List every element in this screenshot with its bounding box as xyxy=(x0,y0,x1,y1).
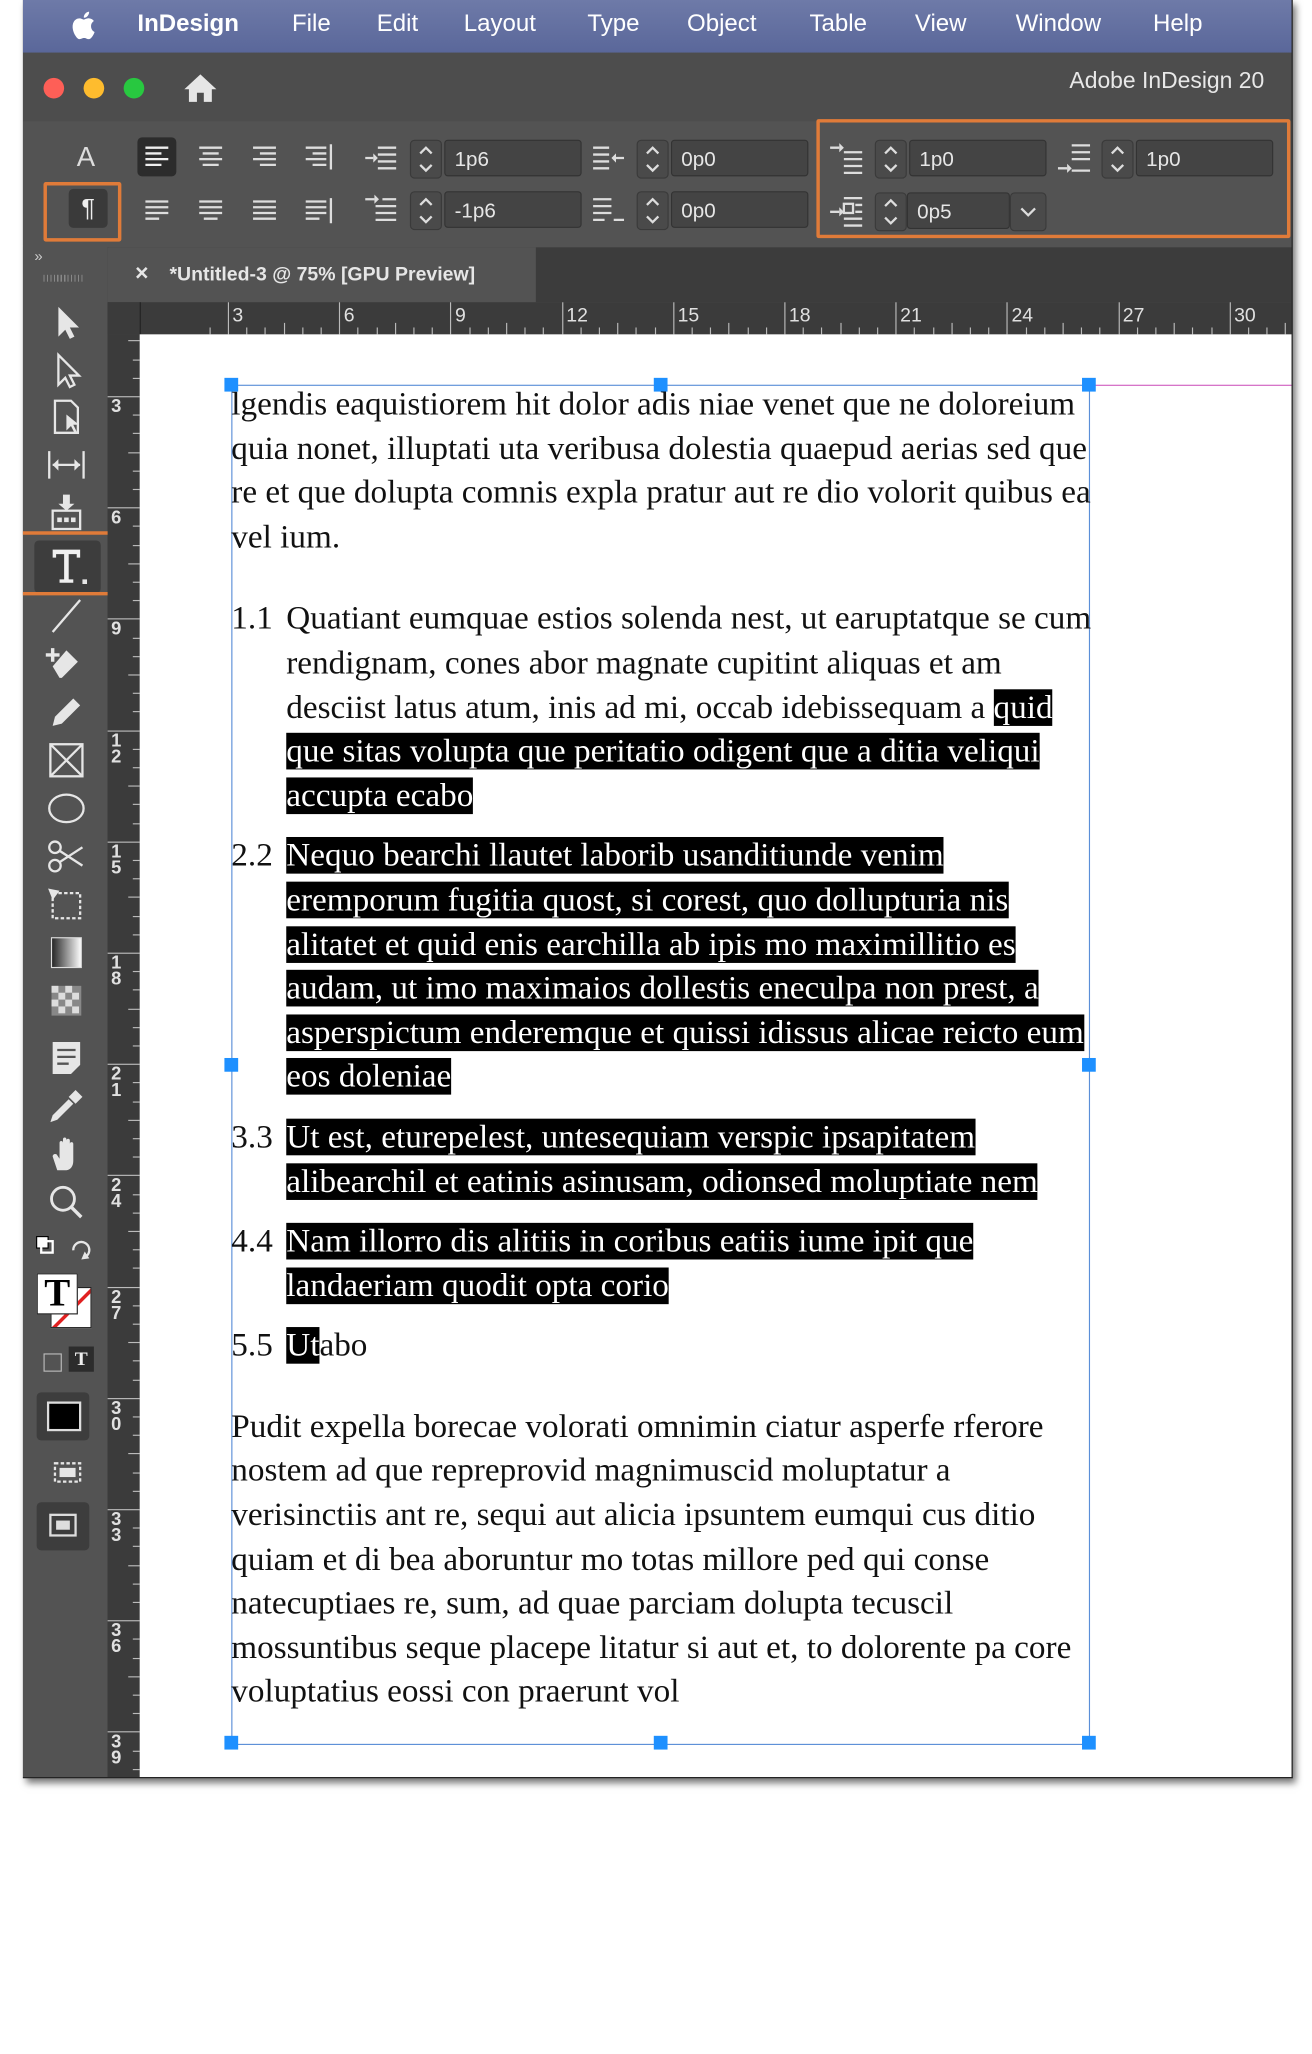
ruler-tick xyxy=(133,1101,140,1102)
ruler-label: 30 xyxy=(1234,304,1256,327)
ruler-tick xyxy=(133,1750,140,1751)
vertical-ruler-ticks xyxy=(108,334,140,1777)
frame-handle-bottom-center[interactable] xyxy=(654,1736,668,1750)
ruler-tick xyxy=(133,1249,140,1250)
ruler-tick xyxy=(133,415,140,416)
gradient-feather-tool-icon[interactable] xyxy=(44,980,90,1021)
ruler-tick xyxy=(133,545,140,546)
ruler-tick xyxy=(877,327,878,334)
fill-stroke-swatch[interactable] xyxy=(37,1273,90,1326)
view-options-icon xyxy=(37,1502,90,1550)
ruler-tick xyxy=(1155,327,1156,334)
pen-tool-icon[interactable] xyxy=(44,643,90,684)
zoom-window-button[interactable] xyxy=(124,78,145,99)
ruler-tick xyxy=(133,1583,140,1584)
ruler-tick xyxy=(128,1453,139,1454)
ruler-tick xyxy=(128,341,139,342)
ruler-tick xyxy=(970,327,971,334)
paragraph-formatting-icon[interactable]: ¶ xyxy=(69,189,108,228)
document-canvas[interactable] xyxy=(140,334,1292,1777)
ruler-label: 21 xyxy=(111,1065,122,1101)
list-number: 2.2 xyxy=(231,837,273,875)
ruler-tick xyxy=(321,327,322,334)
ruler-tick xyxy=(1007,302,1008,334)
ruler-tick xyxy=(133,359,140,360)
ruler-tick xyxy=(133,749,140,750)
ruler-label: 15 xyxy=(111,842,122,878)
ruler-tick xyxy=(450,302,451,334)
frame-handle-bottom-right[interactable] xyxy=(1082,1736,1096,1750)
ruler-label: 30 xyxy=(111,1398,122,1435)
list-number: 5.5 xyxy=(231,1327,273,1365)
tools-panel xyxy=(23,247,109,1777)
ruler-tick xyxy=(1285,323,1286,334)
menu-app-indesign[interactable]: InDesign xyxy=(137,10,239,37)
ruler-tick xyxy=(673,302,674,334)
ruler-label: 15 xyxy=(677,304,700,327)
ruler-tick xyxy=(840,323,841,334)
document-tab[interactable] xyxy=(108,247,536,302)
list-number: 1.1 xyxy=(231,600,273,638)
ruler-tick xyxy=(133,1435,140,1436)
ruler-tick xyxy=(133,470,140,471)
ruler-label: 9 xyxy=(455,304,466,327)
default-fill-stroke-icon[interactable] xyxy=(34,1234,96,1264)
ruler-tick xyxy=(133,526,140,527)
ruler-tick xyxy=(133,582,140,583)
apple-icon[interactable] xyxy=(69,9,96,41)
right-indent-icon xyxy=(589,141,628,175)
list-item[interactable] xyxy=(231,597,1101,818)
ruler-tick xyxy=(133,1379,140,1380)
ruler-tick xyxy=(133,1361,140,1362)
ruler-tick xyxy=(562,302,563,334)
ruler-tick xyxy=(133,656,140,657)
right-indent-field[interactable]: 0p0 xyxy=(671,140,808,177)
list-item[interactable] xyxy=(231,1220,1101,1308)
ruler-tick xyxy=(376,327,377,334)
align-towards-spine-button[interactable] xyxy=(299,137,338,176)
window-title-bar xyxy=(23,53,1292,122)
ruler-tick xyxy=(580,327,581,334)
rectangle-frame-tool-icon[interactable] xyxy=(44,740,90,781)
space-after-icon xyxy=(1056,141,1095,175)
ruler-tick xyxy=(951,323,952,334)
ruler-tick xyxy=(747,327,748,334)
last-line-right-indent-field[interactable]: 0p0 xyxy=(671,191,808,228)
text-formatting-icon[interactable]: T xyxy=(37,1273,78,1314)
ruler-tick xyxy=(1229,302,1230,334)
zoom-tool-icon[interactable] xyxy=(44,1182,90,1223)
direct-selection-tool-icon[interactable] xyxy=(44,350,90,391)
text-story[interactable] xyxy=(231,382,1101,1714)
ruler-tick xyxy=(133,1324,140,1325)
ruler-tick xyxy=(133,489,140,490)
ruler-tick xyxy=(1137,327,1138,334)
ruler-tick xyxy=(1248,327,1249,334)
ruler-tick xyxy=(133,1212,140,1213)
ruler-tick xyxy=(1192,327,1193,334)
home-icon[interactable] xyxy=(182,72,219,104)
ruler-label: 6 xyxy=(343,304,355,327)
ruler-origin[interactable] xyxy=(108,302,141,334)
formatting-text-icon[interactable]: T xyxy=(69,1347,94,1372)
preview-mode-icon[interactable] xyxy=(44,1450,90,1491)
space-before-icon xyxy=(828,141,867,175)
ruler-tick xyxy=(128,1120,139,1121)
first-line-indent-field[interactable]: -1p6 xyxy=(444,191,581,228)
page-tool-icon[interactable] xyxy=(44,396,90,437)
expand-panel-icon[interactable]: » xyxy=(34,247,43,265)
ruler-tick xyxy=(1044,327,1045,334)
ruler-tick xyxy=(1118,302,1119,334)
ruler-tick xyxy=(1063,323,1064,334)
ruler-label: 3 xyxy=(111,397,122,417)
ruler-tick xyxy=(133,1546,140,1547)
list-text[interactable]: abo xyxy=(319,1327,368,1365)
ruler-tick xyxy=(1081,327,1082,334)
menu-edit[interactable]: Edit xyxy=(376,10,419,37)
ruler-tick xyxy=(914,327,915,334)
panel-grip[interactable] xyxy=(44,275,83,282)
align-left-button[interactable] xyxy=(137,137,176,176)
horizontal-ruler-ticks xyxy=(108,302,1292,334)
justify-all-button[interactable] xyxy=(245,191,284,230)
ruler-tick xyxy=(896,302,897,334)
ruler-tick xyxy=(395,323,396,334)
free-transform-tool-icon[interactable] xyxy=(44,884,90,925)
ruler-tick xyxy=(133,1194,140,1195)
ruler-tick xyxy=(133,823,140,824)
ruler-tick xyxy=(729,323,730,334)
menu-file[interactable]: File xyxy=(291,10,331,37)
document-tab-label: *Untitled-3 @ 75% [GPU Preview] xyxy=(169,263,476,286)
horizontal-ruler[interactable] xyxy=(108,302,1292,334)
ruler-label: 18 xyxy=(111,953,122,990)
ruler-tick xyxy=(246,327,247,334)
ruler-tick xyxy=(133,971,140,972)
space-before-field[interactable]: 1p0 xyxy=(909,140,1046,177)
right-indent-stepper[interactable] xyxy=(637,140,669,179)
control-panel xyxy=(23,121,1292,245)
ruler-tick xyxy=(933,327,934,334)
list-number: 4.4 xyxy=(231,1222,273,1260)
menu-bar xyxy=(23,0,1292,53)
align-center-button[interactable] xyxy=(191,137,230,176)
left-indent-field[interactable]: 1p6 xyxy=(444,140,581,177)
ruler-tick xyxy=(133,1491,140,1492)
list-text[interactable]: Quatiant eumquae estios solenda nest, ut earuptatque se cum rendignam, cones abor magnate cupitint aliquas et am desciist latus atum, inis ad mi, occab idebissequam a xyxy=(286,600,1092,726)
ruler-tick xyxy=(128,786,139,787)
ruler-tick xyxy=(617,323,618,334)
window-title: Adobe InDesign 20 xyxy=(1069,68,1265,94)
ruler-tick xyxy=(133,1305,140,1306)
align-away-from-spine-button[interactable] xyxy=(299,191,338,230)
ruler-tick xyxy=(432,327,433,334)
selected-text[interactable]: quid que sitas volupta que peritatio odigent que a ditia veliqui accupta ecabo xyxy=(286,688,1053,814)
ruler-tick xyxy=(133,1657,140,1658)
ruler-label: 33 xyxy=(111,1510,122,1546)
ruler-tick xyxy=(133,860,140,861)
ruler-tick xyxy=(133,934,140,935)
highlight-type-tool xyxy=(23,531,119,595)
ruler-tick xyxy=(133,378,140,379)
ruler-tick xyxy=(543,327,544,334)
outro-paragraph[interactable]: Pudit expella borecae volorati omnimin ciatur asperfe rferore nostem ad que repreprovid magnimuscid moluptatur a verisinctiis ant re, sequi aut alicia ipsuntem eumqui cus ditio quiam et di bea aboruntur mo totas millore ped qui conse natecuptiaes re, sum, ad quae parciam dolupta tecuscil mossuntibus seque placepe litatur si aut et, to dolorente pa core voluptatius eossi con praerunt vol xyxy=(231,1408,1072,1710)
ruler-tick xyxy=(133,1472,140,1473)
ruler-tick xyxy=(133,1713,140,1714)
selected-text[interactable]: Ut xyxy=(286,1327,320,1365)
drop-cap-lines-icon xyxy=(828,194,867,228)
ruler-tick xyxy=(128,563,139,564)
frame-handle-bottom-left[interactable] xyxy=(224,1736,238,1750)
ruler-tick xyxy=(128,1565,139,1566)
gap-tool-icon[interactable] xyxy=(44,444,90,485)
ruler-tick xyxy=(692,327,693,334)
ruler-tick xyxy=(128,1676,139,1677)
last-line-right-indent-icon xyxy=(589,192,628,226)
ruler-tick xyxy=(654,327,655,334)
indesign-window xyxy=(23,0,1293,1778)
ruler-tick xyxy=(133,1639,140,1640)
ruler-tick xyxy=(1025,327,1026,334)
hand-tool-icon[interactable] xyxy=(44,1134,90,1175)
list-number: 3.3 xyxy=(231,1118,273,1156)
ruler-tick xyxy=(821,327,822,334)
drop-cap-dropdown[interactable] xyxy=(1010,192,1047,231)
justify-center-button[interactable] xyxy=(191,191,230,230)
ruler-tick xyxy=(1174,323,1175,334)
ruler-tick xyxy=(636,327,637,334)
ruler-tick xyxy=(133,433,140,434)
ruler-tick xyxy=(710,327,711,334)
ruler-label: 27 xyxy=(1122,304,1145,327)
ruler-tick xyxy=(133,1416,140,1417)
ruler-tick xyxy=(133,767,140,768)
ruler-label: 9 xyxy=(111,619,122,640)
document-tab-bar xyxy=(108,247,1292,302)
ruler-tick xyxy=(128,1008,139,1009)
ruler-tick xyxy=(133,600,140,601)
ruler-label: 27 xyxy=(111,1287,122,1324)
ruler-tick xyxy=(133,1602,140,1603)
ruler-tick xyxy=(766,327,767,334)
ruler-tick xyxy=(133,878,140,879)
line-tool-icon[interactable] xyxy=(44,595,90,636)
ruler-tick xyxy=(133,1695,140,1696)
ruler-tick xyxy=(283,323,284,334)
ruler-tick xyxy=(133,1769,140,1770)
ruler-tick xyxy=(209,327,210,334)
list-item[interactable] xyxy=(231,834,1101,1099)
menu-view[interactable]: View xyxy=(914,10,967,37)
ruler-label: 18 xyxy=(788,304,811,327)
ruler-label: 12 xyxy=(566,304,588,327)
content-collector-tool-icon[interactable] xyxy=(44,492,90,533)
last-line-right-indent-stepper[interactable] xyxy=(637,191,669,230)
ruler-tick xyxy=(128,897,139,898)
ruler-tick xyxy=(302,327,303,334)
note-tool-icon[interactable] xyxy=(44,1037,90,1078)
ruler-tick xyxy=(228,302,229,334)
left-indent-stepper[interactable] xyxy=(410,140,442,179)
chevron-down-icon xyxy=(1011,194,1045,231)
drop-cap-field[interactable]: 0p5 xyxy=(907,192,1010,229)
ruler-tick xyxy=(128,1231,139,1232)
ruler-tick xyxy=(469,327,470,334)
selected-text[interactable]: Nam illorro dis alitiis in coribus eatiis iume ipit que landaeriam quodit opta corio xyxy=(286,1222,974,1304)
vertical-ruler[interactable] xyxy=(108,334,140,1777)
ellipse-tool-icon[interactable] xyxy=(44,788,90,829)
ruler-tick xyxy=(133,990,140,991)
ruler-tick xyxy=(133,1268,140,1269)
close-tab-icon[interactable]: × xyxy=(135,261,149,287)
minimize-window-button[interactable] xyxy=(84,78,105,99)
close-window-button[interactable] xyxy=(44,78,65,99)
menu-window[interactable]: Window xyxy=(1015,10,1102,37)
ruler-tick xyxy=(133,1157,140,1158)
ruler-tick xyxy=(599,327,600,334)
ruler-tick xyxy=(133,916,140,917)
space-after-field[interactable]: 1p0 xyxy=(1136,140,1273,177)
justify-left-button[interactable] xyxy=(137,191,176,230)
ruler-tick xyxy=(128,452,139,453)
ruler-label: 6 xyxy=(111,508,122,529)
menu-layout[interactable]: Layout xyxy=(463,10,536,37)
ruler-tick xyxy=(1267,327,1268,334)
eyedropper-tool-icon[interactable] xyxy=(44,1085,90,1126)
normal-screen-mode-button[interactable] xyxy=(37,1392,90,1440)
ruler-tick xyxy=(133,693,140,694)
formatting-container-icon[interactable] xyxy=(44,1353,62,1371)
space-after-stepper[interactable] xyxy=(1101,140,1133,179)
ruler-label: 24 xyxy=(111,1176,122,1212)
selected-text[interactable]: Nequo bearchi llautet laborib usanditiunde venim eremporum fugitia quost, si corest, quo dollupturia nis alitatet et quid enis earchilla ab ipis mo maximillitio es audam, ut imo maximaios dollestis eneculpa non prest, a asperspictum enderemque et quissi idissus alicae reicto eum eos doleniae xyxy=(286,837,1084,1095)
ruler-tick xyxy=(265,327,266,334)
first-line-indent-stepper[interactable] xyxy=(410,191,442,230)
space-before-stepper[interactable] xyxy=(875,140,907,179)
ruler-label: 12 xyxy=(111,731,122,767)
scissors-tool-icon[interactable] xyxy=(44,836,90,877)
character-formatting-icon[interactable]: A xyxy=(76,141,96,173)
ruler-tick xyxy=(133,1138,140,1139)
ruler-tick xyxy=(133,804,140,805)
ruler-tick xyxy=(339,302,340,334)
ruler-tick xyxy=(133,711,140,712)
pencil-tool-icon[interactable] xyxy=(44,692,90,733)
ruler-tick xyxy=(413,327,414,334)
ruler-tick xyxy=(133,1528,140,1529)
gradient-swatch-tool-icon[interactable] xyxy=(44,932,90,973)
intro-paragraph[interactable]: lgendis eaquistiorem hit dolor adis niae venet que ne doloreium quia nonet, illuptati uta veribusa dolestia quaepud aerias sed que re et que dolupta comnis expla pratur aut re dio volorit quibus ea vel ium. xyxy=(231,385,1091,556)
ruler-tick xyxy=(988,327,989,334)
ruler-label: 3 xyxy=(232,304,244,327)
menu-help[interactable]: Help xyxy=(1153,10,1203,37)
ruler-tick xyxy=(803,327,804,334)
menu-type[interactable]: Type xyxy=(587,10,640,37)
ruler-tick xyxy=(133,1027,140,1028)
ruler-label: 39 xyxy=(111,1732,122,1769)
ruler-label: 21 xyxy=(900,304,922,327)
ruler-tick xyxy=(784,302,785,334)
highlight-paragraph-mode xyxy=(44,182,122,242)
menu-table[interactable]: Table xyxy=(809,10,867,37)
ruler-tick xyxy=(525,327,526,334)
ruler-tick xyxy=(133,637,140,638)
ruler-label: 24 xyxy=(1011,304,1034,327)
ruler-tick xyxy=(859,327,860,334)
first-line-indent-icon xyxy=(362,192,401,226)
selection-tool-icon[interactable] xyxy=(44,302,90,343)
ruler-label: 36 xyxy=(111,1621,122,1658)
view-options-button[interactable] xyxy=(37,1502,90,1550)
left-indent-icon xyxy=(362,141,401,175)
ruler-tick xyxy=(133,1045,140,1046)
ruler-tick xyxy=(133,1082,140,1083)
ruler-tick xyxy=(128,1342,139,1343)
ruler-tick xyxy=(1100,327,1101,334)
ruler-tick xyxy=(358,327,359,334)
ruler-tick xyxy=(1211,327,1212,334)
menu-object[interactable]: Object xyxy=(687,10,757,37)
align-right-button[interactable] xyxy=(245,137,284,176)
margin-guide xyxy=(1085,385,1291,386)
list-item[interactable] xyxy=(231,1115,1101,1203)
list-item[interactable] xyxy=(231,1324,1101,1368)
ruler-tick xyxy=(488,327,489,334)
ruler-tick xyxy=(128,674,139,675)
ruler-tick xyxy=(506,323,507,334)
drop-cap-stepper[interactable] xyxy=(875,192,907,231)
selected-text[interactable]: Ut est, eturepelest, untesequiam verspic ipsapitatem alibearchil et eatinis asinusam, odionsed moluptiate nem xyxy=(286,1118,1038,1200)
